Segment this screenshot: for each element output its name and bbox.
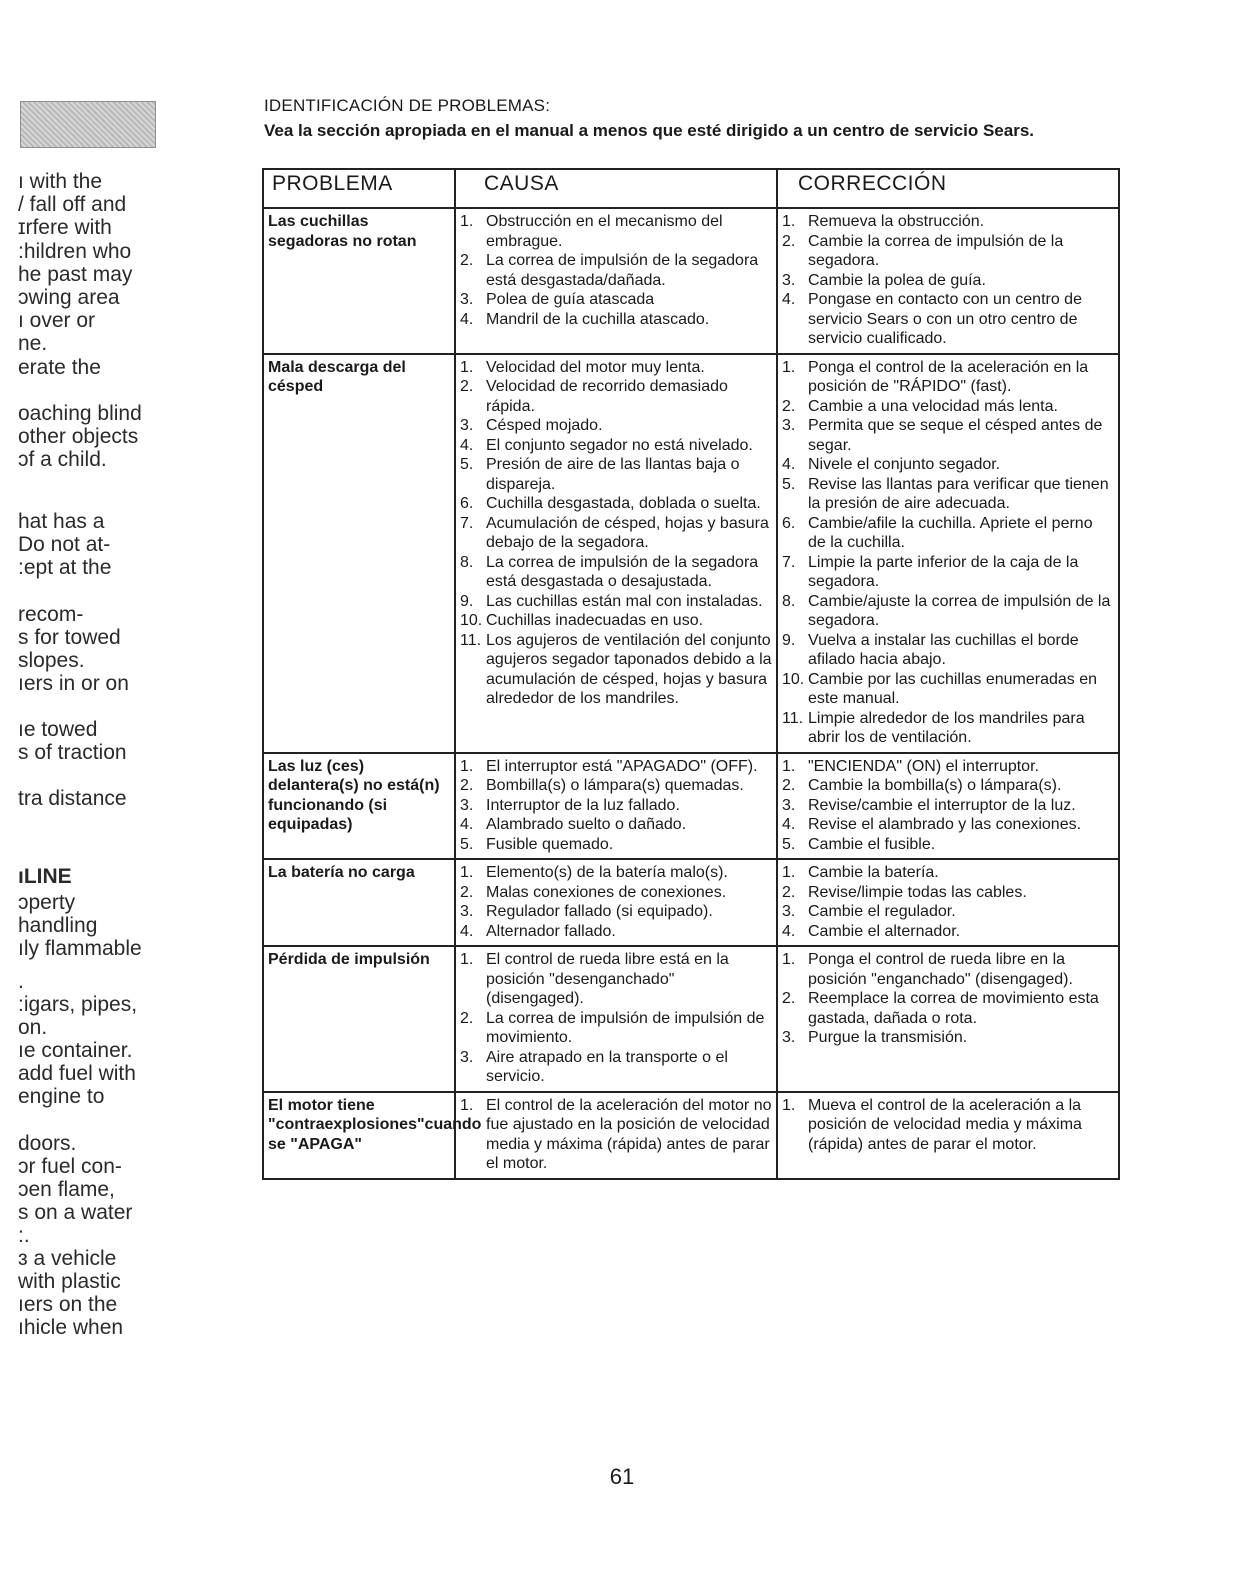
adjacent-page-line: other objects: [18, 425, 139, 448]
cause-item: [460, 611, 772, 631]
section-title: IDENTIFICACIÓN DE PROBLEMAS:: [264, 96, 551, 115]
problem-cell: Mala descarga del césped: [263, 354, 455, 753]
adjacent-page-line: add fuel with: [18, 1062, 136, 1085]
item-number: 10.: [782, 670, 805, 688]
adjacent-page-line: :ept at the: [18, 556, 112, 579]
item-number: 8.: [460, 553, 474, 571]
item-number: 1.: [782, 951, 796, 968]
item-text: Alambrado suelto o dañado.: [486, 816, 687, 833]
correction-item: [782, 271, 1114, 291]
item-number: 3.: [460, 417, 474, 434]
item-number: 4.: [782, 922, 796, 940]
item-number: 3.: [460, 291, 474, 308]
page-number: 61: [609, 1464, 635, 1489]
item-text: La correa de impulsión de impulsión de movimiento.: [486, 1009, 765, 1046]
cause-cell: [455, 946, 777, 1092]
adjacent-page-cropped-text: [0, 170, 158, 1370]
correction-item: [782, 592, 1114, 631]
item-text: Alternador fallado.: [486, 922, 616, 940]
adjacent-page-line: ɔen flame,: [18, 1178, 115, 1201]
item-text: Elemento(s) de la batería malo(s).: [486, 864, 728, 881]
adjacent-page-line: ıly flammable: [18, 937, 142, 960]
correction-item: [782, 212, 1114, 232]
correction-item: [782, 709, 1114, 748]
item-number: 2.: [782, 990, 796, 1007]
item-number: 9.: [460, 592, 474, 610]
table-row: [263, 859, 1119, 946]
item-number: 1.: [460, 1096, 474, 1114]
adjacent-page-line: ɔperty: [18, 891, 76, 914]
adjacent-page-line: ıe towed: [18, 718, 98, 741]
item-text: "ENCIENDA" (ON) el interruptor.: [808, 757, 1039, 775]
correction-item: [782, 631, 1114, 670]
cause-item: [460, 514, 772, 553]
item-number: 1.: [782, 864, 796, 881]
item-number: 11.: [460, 631, 482, 649]
adjacent-page-line: s for towed: [18, 626, 121, 649]
adjacent-page-line: slopes.: [18, 649, 85, 672]
adjacent-page-line: doors.: [18, 1132, 77, 1155]
header-causa: CAUSA: [455, 169, 777, 208]
item-number: 3.: [460, 903, 474, 920]
item-text: Purgue la transmisión.: [808, 1029, 968, 1046]
item-number: 4.: [460, 310, 474, 328]
cause-item: [460, 796, 772, 816]
adjacent-page-line: recom-: [18, 603, 84, 626]
adjacent-page-line: ɔwing area: [18, 286, 120, 309]
cause-item: [460, 922, 772, 942]
correction-item: [782, 835, 1114, 855]
correction-item: [782, 416, 1114, 455]
adjacent-page-line: s on a water: [18, 1201, 133, 1224]
item-text: Ponga el control de la aceleración en la posición de "RÁPIDO" (fast).: [808, 358, 1089, 395]
correction-item: [782, 757, 1114, 777]
item-number: 5.: [782, 835, 796, 853]
item-number: 3.: [460, 1048, 474, 1066]
item-number: 9.: [782, 631, 796, 649]
item-number: 2.: [782, 232, 796, 250]
correction-item: [782, 455, 1114, 475]
adjacent-page-line: ɪrfere with: [18, 216, 112, 239]
item-text: Regulador fallado (si equipado).: [486, 903, 713, 920]
item-number: 2.: [782, 883, 796, 901]
item-text: Mueva el control de la aceleración a la posición de velocidad media y máxima (rápida) antes de parar el motor.: [808, 1096, 1082, 1153]
item-text: Velocidad de recorrido demasiado rápida.: [486, 378, 728, 415]
item-number: 2.: [782, 777, 796, 794]
cause-cell: [455, 859, 777, 946]
item-text: Malas conexiones de conexiones.: [486, 883, 727, 901]
item-number: 6.: [782, 514, 796, 532]
correction-item: [782, 902, 1114, 922]
correction-item: [782, 514, 1114, 553]
item-text: Presión de aire de las llantas baja o dispareja.: [486, 456, 740, 493]
item-number: 2.: [460, 378, 474, 395]
item-text: Revise el alambrado y las conexiones.: [808, 816, 1082, 833]
problem-cell: El motor tiene "contraexplosiones"cuando se "APAGA": [263, 1092, 455, 1179]
item-number: 2.: [782, 397, 796, 415]
item-number: 1.: [782, 757, 796, 775]
item-text: Vuelva a instalar las cuchillas el borde afilado hacia abajo.: [808, 631, 1079, 668]
correction-item: [782, 397, 1114, 417]
table-row: [263, 753, 1119, 860]
table-header-row: [263, 169, 1119, 208]
item-number: 2.: [460, 883, 474, 901]
cause-item: [460, 251, 772, 290]
item-number: 3.: [460, 796, 474, 814]
item-number: 4.: [782, 456, 796, 473]
correction-item: [782, 863, 1114, 883]
cause-item: [460, 1096, 772, 1174]
correction-cell: [777, 753, 1119, 860]
problem-cell: Las luz (ces) delantera(s) no está(n) funcionando (si equipadas): [263, 753, 455, 860]
item-text: Fusible quemado.: [486, 835, 614, 853]
adjacent-page-line: / fall off and: [18, 193, 127, 216]
correction-item: [782, 670, 1114, 709]
item-text: Cambie el regulador.: [808, 903, 956, 920]
adjacent-page-line: ıers on the: [18, 1293, 118, 1316]
item-text: Cuchilla desgastada, doblada o suelta.: [486, 495, 761, 512]
correction-item: [782, 475, 1114, 514]
adjacent-page-line: ɔr fuel con-: [18, 1155, 122, 1178]
item-number: 4.: [782, 291, 796, 308]
correction-item: [782, 358, 1114, 397]
item-text: Limpie alrededor de los mandriles para abrir los de ventilación.: [808, 709, 1085, 746]
item-text: Reemplace la correa de movimiento esta gastada, dañada o rota.: [808, 990, 1099, 1027]
cause-item: [460, 863, 772, 883]
item-text: La correa de impulsión de la segadora está desgastada/dañada.: [486, 252, 759, 289]
correction-item: [782, 989, 1114, 1028]
adjacent-page-line: handling: [18, 914, 98, 937]
adjacent-page-line: hat has a: [18, 510, 105, 533]
adjacent-page-line: ɜ a vehicle: [18, 1247, 117, 1270]
cause-item: [460, 835, 772, 855]
cause-item: [460, 776, 772, 796]
adjacent-page-shaded-box: [20, 101, 156, 148]
item-number: 1.: [460, 213, 474, 230]
item-number: 4.: [460, 436, 474, 454]
item-number: 3.: [782, 796, 796, 814]
correction-item: [782, 922, 1114, 942]
item-text: Acumulación de césped, hojas y basura debajo de la segadora.: [486, 514, 769, 551]
item-number: 5.: [460, 456, 474, 473]
correction-item: [782, 1096, 1114, 1155]
item-text: Permita que se seque el césped antes de segar.: [808, 417, 1103, 454]
item-text: Mandril de la cuchilla atascado.: [486, 310, 710, 328]
table-row: [263, 208, 1119, 354]
item-text: La correa de impulsión de la segadora está desgastada o desajustada.: [486, 553, 759, 590]
item-text: Nivele el conjunto segador.: [808, 456, 1001, 473]
item-number: 8.: [782, 592, 796, 610]
item-text: Cambie la polea de guía.: [808, 271, 986, 289]
item-number: 4.: [782, 816, 796, 833]
adjacent-page-line: ıLINE: [18, 865, 72, 888]
item-text: Pongase en contacto con un centro de servicio Sears o con un otro centro de servicio cualificado.: [808, 291, 1082, 347]
cause-cell: [455, 753, 777, 860]
item-number: 3.: [782, 903, 796, 920]
correction-item: [782, 232, 1114, 271]
item-number: 1.: [460, 951, 474, 968]
item-number: 2.: [460, 777, 474, 794]
item-text: Bombilla(s) o lámpara(s) quemadas.: [486, 777, 744, 794]
cause-cell: [455, 354, 777, 753]
cause-item: [460, 553, 772, 592]
item-number: 7.: [782, 553, 796, 571]
cause-item: [460, 416, 772, 436]
cause-item: [460, 494, 772, 514]
cause-item: [460, 902, 772, 922]
adjacent-page-line: ıe container.: [18, 1039, 133, 1062]
correction-item: [782, 815, 1114, 835]
cause-item: [460, 212, 772, 251]
item-number: 3.: [782, 1029, 796, 1046]
correction-cell: [777, 208, 1119, 354]
item-text: Cambie/afile la cuchilla. Apriete el perno de la cuchilla.: [808, 514, 1093, 551]
problem-cell: Las cuchillas segadoras no rotan: [263, 208, 455, 354]
item-text: El interruptor está "APAGADO" (OFF).: [486, 757, 758, 775]
cause-item: [460, 377, 772, 416]
item-number: 5.: [782, 475, 796, 493]
adjacent-page-line: erate the: [18, 356, 101, 379]
adjacent-page-line: on.: [18, 1016, 48, 1039]
item-number: 1.: [460, 757, 474, 775]
item-text: Limpie la parte inferior de la caja de la segadora.: [808, 553, 1079, 590]
item-text: Revise/limpie todas las cables.: [808, 883, 1027, 901]
cause-item: [460, 883, 772, 903]
item-number: 3.: [782, 271, 796, 289]
correction-item: [782, 553, 1114, 592]
adjacent-page-line: ıers in or on: [18, 672, 129, 695]
correction-item: [782, 950, 1114, 989]
correction-item: [782, 883, 1114, 903]
cause-item: [460, 815, 772, 835]
correction-item: [782, 1028, 1114, 1048]
cause-item: [460, 290, 772, 310]
item-text: Revise las llantas para verificar que tienen la presión de aire adecuada.: [808, 475, 1109, 512]
cause-item: [460, 358, 772, 378]
item-text: El control de rueda libre está en la posición "desenganchado" (disengaged).: [486, 951, 729, 1007]
cause-item: [460, 592, 772, 612]
correction-item: [782, 796, 1114, 816]
table-row: [263, 1092, 1119, 1179]
item-text: Cambie el fusible.: [808, 835, 936, 853]
item-text: Remueva la obstrucción.: [808, 213, 985, 230]
item-number: 2.: [460, 252, 474, 269]
problem-cell: La batería no carga: [263, 859, 455, 946]
cause-item: [460, 1048, 772, 1087]
item-number: 1.: [782, 213, 796, 230]
item-text: Aire atrapado en la transporte o el servicio.: [486, 1048, 728, 1085]
item-text: Cambie por las cuchillas enumeradas en este manual.: [808, 670, 1098, 707]
item-text: Las cuchillas están mal con instaladas.: [486, 592, 763, 610]
item-text: Cambie la batería.: [808, 864, 939, 881]
cause-cell: [455, 208, 777, 354]
item-text: Polea de guía atascada: [486, 291, 655, 308]
adjacent-page-line: ı with the: [18, 170, 103, 193]
header-problema: PROBLEMA: [263, 169, 455, 208]
item-text: Velocidad del motor muy lenta.: [486, 358, 705, 376]
adjacent-page-line: .: [18, 970, 24, 993]
cause-item: [460, 310, 772, 330]
cause-cell: [455, 1092, 777, 1179]
correction-cell: [777, 859, 1119, 946]
table-row: [263, 354, 1119, 753]
adjacent-page-line: ıhicle when: [18, 1316, 124, 1339]
adjacent-page-line: with plastic: [18, 1270, 121, 1293]
item-text: Interruptor de la luz fallado.: [486, 796, 680, 814]
item-text: Cambie la correa de impulsión de la segadora.: [808, 232, 1064, 269]
item-text: Cambie la bombilla(s) o lámpara(s).: [808, 777, 1062, 794]
item-text: El control de la aceleración del motor no fue ajustado en la posición de velocidad media y máxima (rápida) antes de parar el motor.: [486, 1096, 772, 1172]
item-text: El conjunto segador no está nivelado.: [486, 436, 753, 454]
item-number: 1.: [460, 358, 474, 376]
item-number: 1.: [460, 864, 474, 881]
section-header: [264, 96, 1164, 142]
cause-item: [460, 631, 772, 709]
correction-cell: [777, 354, 1119, 753]
adjacent-page-line: tra distance: [18, 787, 127, 810]
item-number: 4.: [460, 816, 474, 833]
header-correccion: CORRECCIÓN: [777, 169, 1119, 208]
adjacent-page-line: s of traction: [18, 741, 127, 764]
item-number: 2.: [460, 1009, 474, 1027]
adjacent-page-line: :hildren who: [18, 240, 132, 263]
adjacent-page-line: ɔf a child.: [18, 448, 107, 471]
cause-item: [460, 436, 772, 456]
item-number: 11.: [782, 709, 804, 727]
item-text: Césped mojado.: [486, 417, 603, 434]
item-number: 1.: [782, 1096, 796, 1114]
item-number: 4.: [460, 922, 474, 940]
item-text: Los agujeros de ventilación del conjunto agujeros segador taponados debido a la acumulación de césped, hojas y basura alrededor de los mandriles.: [486, 631, 772, 707]
adjacent-page-line: engine to: [18, 1085, 105, 1108]
cause-item: [460, 950, 772, 1009]
item-number: 6.: [460, 495, 474, 512]
adjacent-page-line: he past may: [18, 263, 133, 286]
cause-item: [460, 1009, 772, 1048]
adjacent-page-line: :igars, pipes,: [18, 993, 138, 1016]
item-number: 10.: [460, 612, 483, 629]
cause-item: [460, 455, 772, 494]
adjacent-page-line: ı over or: [18, 309, 96, 332]
item-text: Cambie a una velocidad más lenta.: [808, 397, 1058, 415]
adjacent-page-line: ne.: [18, 332, 48, 355]
item-number: 3.: [782, 417, 796, 434]
item-text: Cambie/ajuste la correa de impulsión de la segadora.: [808, 592, 1111, 629]
item-text: Cambie el alternador.: [808, 922, 961, 940]
item-text: Cuchillas inadecuadas en uso.: [486, 612, 704, 629]
item-text: Obstrucción en el mecanismo del embrague.: [486, 213, 723, 250]
correction-item: [782, 776, 1114, 796]
troubleshooting-table: [262, 168, 1120, 1180]
adjacent-page-line: oaching blind: [18, 402, 142, 425]
item-text: Ponga el control de rueda libre en la posición "enganchado" (disengaged).: [808, 951, 1073, 988]
item-number: 1.: [782, 358, 796, 376]
adjacent-page-line: Do not at-: [18, 533, 111, 556]
correction-cell: [777, 1092, 1119, 1179]
item-text: Revise/cambie el interruptor de la luz.: [808, 796, 1076, 814]
correction-item: [782, 290, 1114, 349]
correction-cell: [777, 946, 1119, 1092]
item-number: 5.: [460, 835, 474, 853]
table-row: [263, 946, 1119, 1092]
item-number: 7.: [460, 514, 474, 532]
adjacent-page-line: :.: [18, 1224, 30, 1247]
problem-cell: Pérdida de impulsión: [263, 946, 455, 1092]
cause-item: [460, 757, 772, 777]
section-instruction: Vea la sección apropiada en el manual a menos que esté dirigido a un centro de servicio Sears.: [264, 121, 1035, 140]
